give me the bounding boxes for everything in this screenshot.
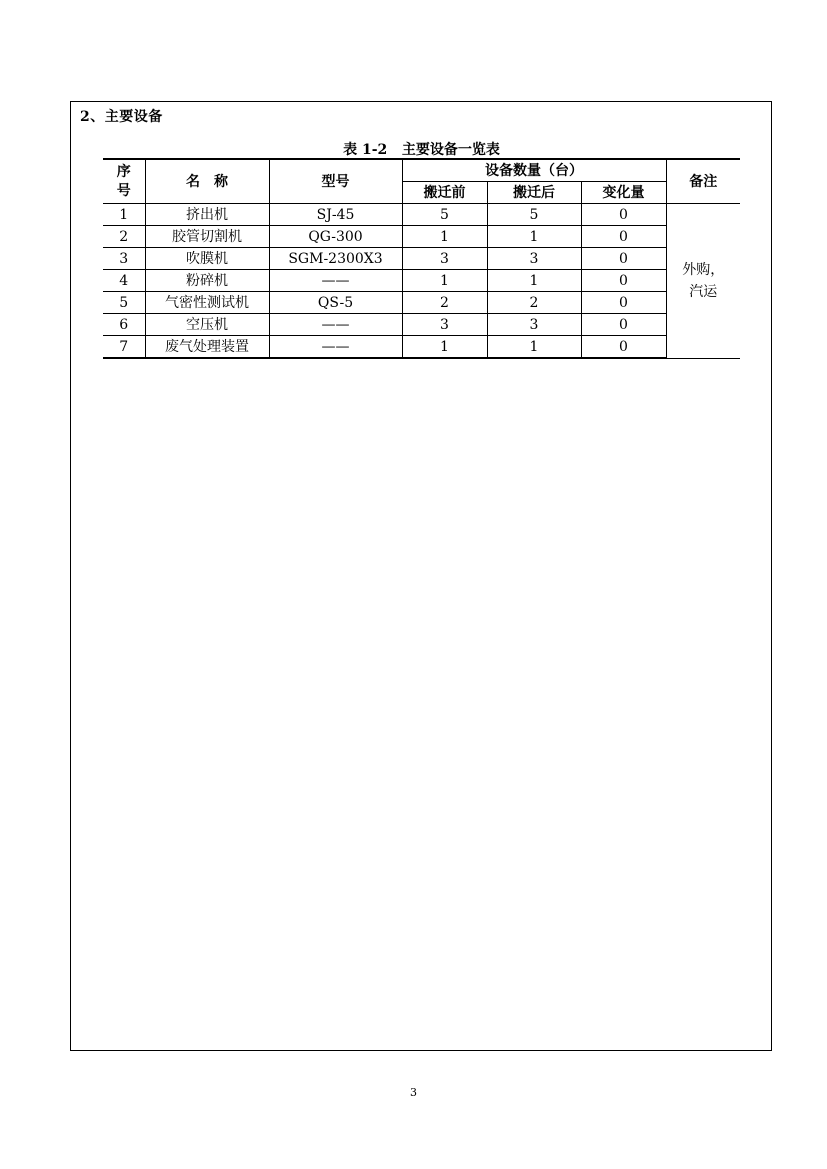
cell-index: 7 bbox=[103, 336, 145, 359]
section-heading: 2、主要设备 bbox=[80, 109, 163, 125]
equipment-table bbox=[103, 158, 740, 359]
cell-name: 粉碎机 bbox=[145, 270, 269, 292]
cell-index: 3 bbox=[103, 248, 145, 270]
header-change: 变化量 bbox=[581, 182, 666, 204]
header-after: 搬迁后 bbox=[487, 182, 581, 204]
cell-before: 1 bbox=[402, 226, 487, 248]
cell-index: 4 bbox=[103, 270, 145, 292]
cell-change: 0 bbox=[581, 336, 666, 359]
cell-after: 1 bbox=[487, 336, 581, 359]
cell-name: 废气处理装置 bbox=[145, 336, 269, 359]
cell-model: —— bbox=[269, 270, 402, 292]
cell-name: 吹膜机 bbox=[145, 248, 269, 270]
cell-model: SJ-45 bbox=[269, 204, 402, 226]
table-row bbox=[103, 292, 740, 314]
cell-before: 3 bbox=[402, 248, 487, 270]
table-row bbox=[103, 226, 740, 248]
cell-index: 1 bbox=[103, 204, 145, 226]
cell-model: QG-300 bbox=[269, 226, 402, 248]
cell-after: 3 bbox=[487, 314, 581, 336]
cell-before: 1 bbox=[402, 336, 487, 359]
note-line-1: 外购， bbox=[682, 261, 725, 278]
cell-change: 0 bbox=[581, 270, 666, 292]
cell-before: 2 bbox=[402, 292, 487, 314]
table-row bbox=[103, 270, 740, 292]
page-number: 3 bbox=[410, 1086, 417, 1099]
cell-model: —— bbox=[269, 336, 402, 359]
header-index-text: 序号 bbox=[116, 163, 131, 199]
table-row bbox=[103, 204, 740, 226]
cell-after: 3 bbox=[487, 248, 581, 270]
cell-index: 2 bbox=[103, 226, 145, 248]
note-line-2: 汽运 bbox=[689, 283, 718, 300]
table-caption bbox=[103, 139, 740, 159]
cell-after: 2 bbox=[487, 292, 581, 314]
cell-name: 胶管切割机 bbox=[145, 226, 269, 248]
cell-model: —— bbox=[269, 314, 402, 336]
cell-model: QS-5 bbox=[269, 292, 402, 314]
cell-change: 0 bbox=[581, 226, 666, 248]
cell-after: 1 bbox=[487, 270, 581, 292]
cell-note bbox=[666, 204, 740, 359]
header-index bbox=[103, 159, 145, 204]
header-note: 备注 bbox=[666, 159, 740, 204]
cell-before: 5 bbox=[402, 204, 487, 226]
table-row bbox=[103, 248, 740, 270]
table-row bbox=[103, 336, 740, 359]
header-quantity-group: 设备数量（台） bbox=[402, 159, 666, 182]
header-name: 名 称 bbox=[145, 159, 269, 204]
cell-after: 1 bbox=[487, 226, 581, 248]
cell-after: 5 bbox=[487, 204, 581, 226]
cell-name: 气密性测试机 bbox=[145, 292, 269, 314]
header-model: 型号 bbox=[269, 159, 402, 204]
cell-name: 挤出机 bbox=[145, 204, 269, 226]
cell-model: SGM-2300X3 bbox=[269, 248, 402, 270]
cell-before: 3 bbox=[402, 314, 487, 336]
table-caption-title: 主要设备一览表 bbox=[401, 142, 500, 158]
cell-name: 空压机 bbox=[145, 314, 269, 336]
cell-change: 0 bbox=[581, 248, 666, 270]
cell-change: 0 bbox=[581, 292, 666, 314]
cell-change: 0 bbox=[581, 314, 666, 336]
table-caption-number: 表 1-2 bbox=[343, 142, 388, 158]
header-before: 搬迁前 bbox=[402, 182, 487, 204]
cell-change: 0 bbox=[581, 204, 666, 226]
cell-index: 5 bbox=[103, 292, 145, 314]
table-row bbox=[103, 314, 740, 336]
cell-index: 6 bbox=[103, 314, 145, 336]
cell-before: 1 bbox=[402, 270, 487, 292]
